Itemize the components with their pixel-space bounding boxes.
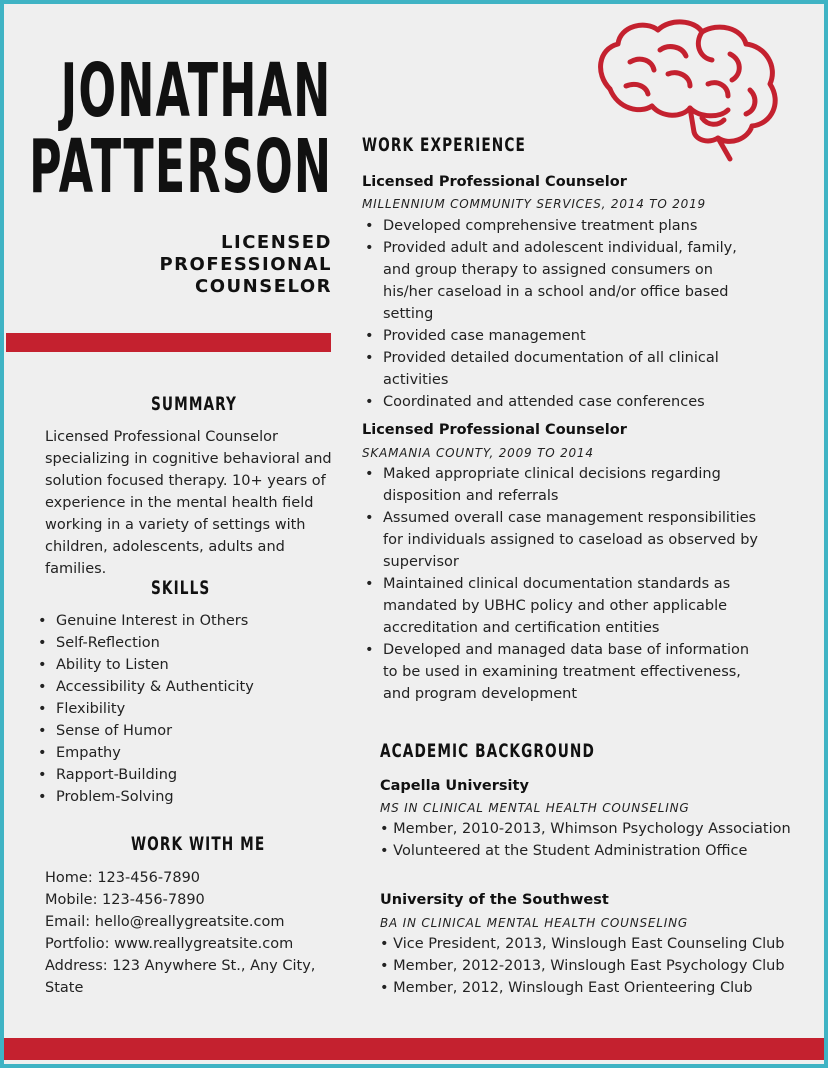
- academic-heading: ACADEMIC BACKGROUND: [380, 740, 595, 762]
- skill-item: • Empathy: [36, 742, 336, 764]
- job-2-org: SKAMANIA COUNTY, 2009 TO 2014: [362, 446, 594, 460]
- skill-item: • Problem-Solving: [36, 786, 336, 808]
- work-heading: WORK EXPERIENCE: [362, 134, 526, 156]
- job-title-line-2: PROFESSIONAL: [159, 254, 332, 275]
- contact-address-cont: State: [45, 980, 84, 996]
- school-1-items: [380, 818, 791, 862]
- skill-item: • Rapport-Building: [36, 764, 336, 786]
- contact-home: Home: 123-456-7890: [45, 870, 201, 886]
- job-bullet: • Maintained clinical documentation standards as mandated by UBHC policy and other applicable accreditation and certification entities: [363, 573, 763, 639]
- job-title-line-3: COUNSELOR: [195, 276, 332, 297]
- brain-icon: [590, 14, 785, 166]
- first-name: JONATHAN: [61, 48, 332, 134]
- contact-email: Email: hello@reallygreatsite.com: [45, 914, 285, 930]
- job-title-line-1: LICENSED: [221, 232, 332, 253]
- school-1-name: Capella University: [380, 778, 529, 794]
- school-item: • Vice President, 2013, Winslough East Counseling Club: [380, 936, 785, 952]
- contact-block: [45, 867, 345, 999]
- school-2-items: [380, 933, 785, 999]
- resume-page: [4, 4, 824, 1064]
- summary-heading: SUMMARY: [151, 393, 238, 415]
- job-bullet: • Maked appropriate clinical decisions regarding disposition and referrals: [363, 463, 763, 507]
- job-bullet: • Provided case management: [363, 325, 763, 347]
- job-1-title: Licensed Professional Counselor: [362, 174, 627, 190]
- skill-item: • Genuine Interest in Others: [36, 610, 336, 632]
- job-bullet: • Provided adult and adolescent individual, family, and group therapy to assigned consumers on his/her caseload in a school and/or office based setting: [363, 237, 763, 325]
- skills-heading: SKILLS: [151, 577, 211, 599]
- accent-bar-left: [6, 333, 331, 352]
- job-1-bullets: [363, 215, 763, 413]
- skill-item: • Accessibility & Authenticity: [36, 676, 336, 698]
- job-1-org: MILLENNIUM COMMUNITY SERVICES, 2014 TO 2019: [362, 197, 706, 211]
- contact-portfolio: Portfolio: www.reallygreatsite.com: [45, 936, 294, 952]
- job-bullet: • Provided detailed documentation of all clinical activities: [363, 347, 763, 391]
- contact-address: Address: 123 Anywhere St., Any City,: [45, 958, 316, 974]
- job-bullet: • Coordinated and attended case conferences: [363, 391, 763, 413]
- school-1-degree: MS IN CLINICAL MENTAL HEALTH COUNSELING: [380, 801, 690, 815]
- school-item: • Member, 2012, Winslough East Orienteering Club: [380, 980, 753, 996]
- school-2-name: University of the Southwest: [380, 892, 609, 908]
- job-bullet: • Developed comprehensive treatment plans: [363, 215, 763, 237]
- skill-item: • Sense of Humor: [36, 720, 336, 742]
- last-name: PATTERSON: [28, 124, 332, 210]
- accent-bar-bottom: [4, 1038, 824, 1060]
- contact-heading: WORK WITH ME: [131, 833, 266, 855]
- job-bullet: • Developed and managed data base of information to be used in examining treatment effectiveness, and program development: [363, 639, 763, 705]
- skill-item: • Ability to Listen: [36, 654, 336, 676]
- school-2-degree: BA IN CLINICAL MENTAL HEALTH COUNSELING: [380, 916, 688, 930]
- school-item: • Member, 2012-2013, Winslough East Psychology Club: [380, 958, 785, 974]
- skills-list: [36, 610, 336, 808]
- job-2-bullets: [363, 463, 763, 705]
- school-item: • Member, 2010-2013, Whimson Psychology Association: [380, 821, 791, 837]
- summary-text: Licensed Professional Counselor specializing in cognitive behavioral and solution focused therapy. 10+ years of experience in the mental health field working in a variety of settings with children, adolescents, adults and families.: [45, 429, 332, 577]
- skill-item: • Self-Reflection: [36, 632, 336, 654]
- job-2-title: Licensed Professional Counselor: [362, 422, 627, 438]
- school-item: • Volunteered at the Student Administration Office: [380, 843, 748, 859]
- job-bullet: • Assumed overall case management responsibilities for individuals assigned to caseload as observed by supervisor: [363, 507, 763, 573]
- contact-mobile: Mobile: 123-456-7890: [45, 892, 205, 908]
- skill-item: • Flexibility: [36, 698, 336, 720]
